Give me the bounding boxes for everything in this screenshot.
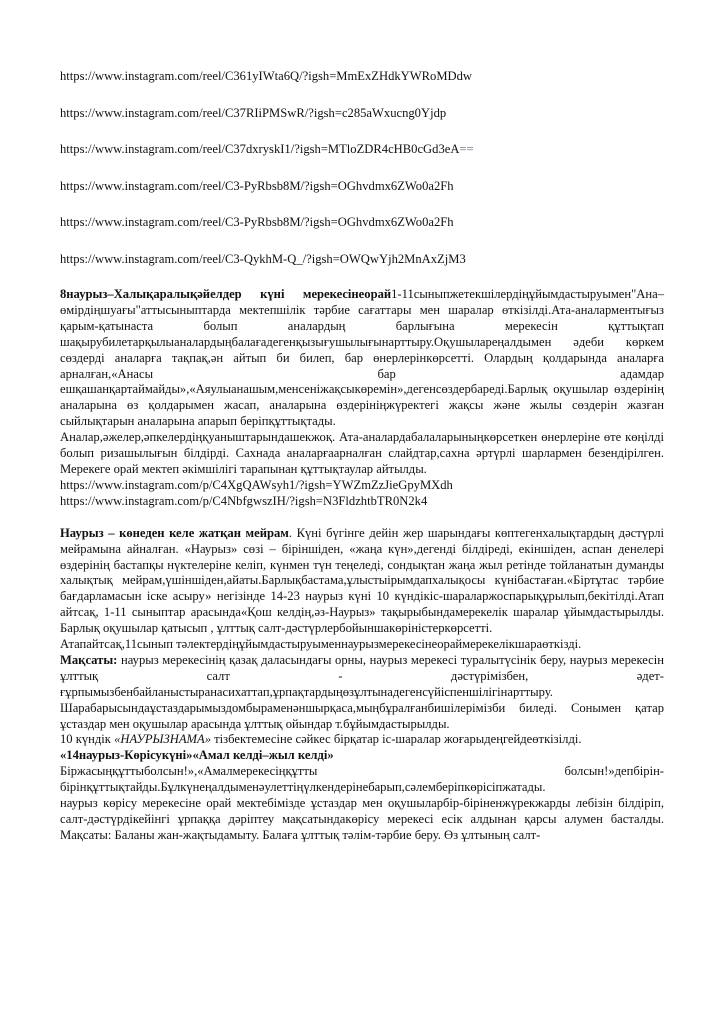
instagram-link[interactable]: https://www.instagram.com/reel/C361yIWta6Q/?igsh=MmExZHdkYWRoMDdw <box>60 69 473 83</box>
link-suffix: == <box>459 142 474 156</box>
womens-day-heading: 8наурыз–Халықаралықәйелдер күні мерекесінеорай <box>60 287 392 301</box>
nauryzname-title: «НАУРЫЗНАМА» <box>114 732 212 747</box>
nauryz-paragraph-2: Атапайтсақ,11сынып тәлектердіңұйымдастыруыменнаурызмерекесінеораймерекелікшараөткізді. <box>60 637 582 652</box>
instagram-link[interactable]: https://www.instagram.com/reel/C3-PyRbsb8M/?igsh=OGhvdmx6ZWo0a2Fh <box>60 215 454 229</box>
instagram-link[interactable]: https://www.instagram.com/reel/C37dxryskI1/?igsh=MTloZDR4cHB0cGd3eA== <box>60 142 474 156</box>
womens-day-paragraph: 8наурыз–Халықаралықәйелдер күні мерекесінеорай1-11сыныпжетекшілердіңұйымдастыруымен"Ана–өмірдіңшуағы"аттысыныптарда мектепшілік тәрбие сағаттары мен шаралар өткізілді.Ата-аналарментығыз қарым-қатынаста болып аналардың барлығына мерекесін құттықтап шақырубилетарқылыаналардыңбалағадегенқызығушылығынарттыру.Оқушылареңалдымен әдеби көркем сөздерді аналарға тақпақ,ән айтып би билеп, бар өнерлерінкөрсетті. Олардың қолдарында аналарға арналған,«Анасы бар адамдар ешқашанқартаймайды»,«Аяулыанашым,менсеніжақсыкөремін»,дегенсөздербареді.Барлық оқушылар өздерінің аналарына өз қолдарымен жасап, аналарына өздерініңжүректегі жақсы және жылы сөздерін жазған сыйлықтарын аналарына апарып беріпқұттықтады. <box>60 287 664 429</box>
korisu-heading: «14наурыз-Көрісукүні»«Амал келді–жыл келді» <box>60 748 334 763</box>
event-paragraph: Шарабарысындаұстаздарымыздомбыраменәншырқаса,мыңбұралғанбишілерімізби биледі. Сонымен қатар ұстаздар мен оқушылар арасында ұлттық ойындар т.бұйымдастырылды. <box>60 700 664 731</box>
nauryz-heading: Наурыз – көнеден келе жатқан мейрам <box>60 525 289 540</box>
instagram-link[interactable]: https://www.instagram.com/reel/C37RIiPMSwR/?igsh=c285aWxucng0Yjdp <box>60 105 447 120</box>
womens-day-paragraph-2: Аналар,әжелер,әпкелердіңқуаныштарындашекжоқ. Ата-аналардабалаларыныңкөрсеткен өнерлеріне өте көңілді болып ризашылығын білдірді. Сахнада аналарғаарналған слайдтар,сахна әртүрлі шарлармен безендірілген. Мерекеге орай мектеп әкімшілігі тарапынан құттықтаулар айтылды. <box>60 430 664 476</box>
korisu-paragraph: Біржасыңқұттыболсын!»,«Амалмерекесіңқұтты болсын!»депбірін-бірінқұттықтайды.Бұлкүнеңалдыменәулеттіңүлкендерінебарып,сәлемберіпкөрісіпжатады. <box>60 764 664 795</box>
goal-label: Мақсаты: <box>60 652 118 667</box>
nauryz-paragraph: Наурыз – көнеден келе жатқан мейрам. Күні бүгінге дейін жер шарындағы көптегенхалықтардың дәстүрлі мейрамына айналған. «Наурыз» сөзі – біріншіден, «жаңа күн»,дегенді білдіреді, екіншіден, аспан денелері өздерінің бастапқы нүктелеріне келіп, күнмен түн теңеледі, сондықтан жаңа жыл ретінде тойланатын думанды халықтық мейрам,үшіншіден,айаты.Барлықбастама,ұлыстыірымдапхалықосы күнібастаған.«Біртұтас тәрбие бағдарламасын іске асыру» негізінде 14-23 наурыз күні 10 күндікіс-шараларжоспарықұрылып,бекітілді.Атап айтсақ, 1-11 сыныптар арасында«Қош келдің,әз-Наурыз» тақырыбындамерекелік шаралар ұйымдастырылды. Барлық оқушылар қатысып , ұлттық салт-дәстүрлербойыншакөріністеркөрсетті. <box>60 525 664 636</box>
paragraph-gap <box>60 510 664 526</box>
instagram-link[interactable]: https://www.instagram.com/reel/C3-PyRbsb8M/?igsh=OGhvdmx6ZWo0a2Fh <box>60 178 454 193</box>
instagram-links-list <box>60 68 664 267</box>
document-body <box>60 287 664 844</box>
goal-paragraph: Мақсаты: наурыз мерекесінің қазақ даласындағы орны, наурыз мерекесі туралытүсінік беру, наурыз мерекесін ұлттық салт - дәстүрімізбен, әдет-ғұрпымызбенбайланыстыранасихаттап,ұрпақтардыңөзұлтынадегенсүйіспеншілігінарттыру. <box>60 652 664 699</box>
instagram-link[interactable]: https://www.instagram.com/p/C4XgQAWsyh1/?igsh=YWZmZzJieGpyMXdh <box>60 477 453 492</box>
korisu-paragraph-2: наурыз көрісу мерекесіне орай мектебімізде ұстаздар мен оқушыларбір-біріненжүрекжарды лебізін білдіріп, салт-дәстүрдікейінгі ұрпаққа дәріптеу мақсатындакөрісу мерекесі есік алдынан қарсы алумен басталды. Мақсаты: Баланы жан-жақтыдамыту. Балаға ұлттық тәлім-тәрбие беру. Өз ұлтының салт- <box>60 796 664 842</box>
instagram-link[interactable]: https://www.instagram.com/p/C4NbfgwszIH/?igsh=N3FldzhtbTR0N2k4 <box>60 493 428 508</box>
nauryzname-paragraph: 10 күндік «НАУРЫЗНАМА» тізбектемесіне сәйкес бірқатар іс-шаралар жоғарыдеңгейдеөткізілді. <box>60 732 582 747</box>
instagram-link[interactable]: https://www.instagram.com/reel/C3-QykhM-Q_/?igsh=OWQwYjh2MnAxZjM3 <box>60 251 466 266</box>
